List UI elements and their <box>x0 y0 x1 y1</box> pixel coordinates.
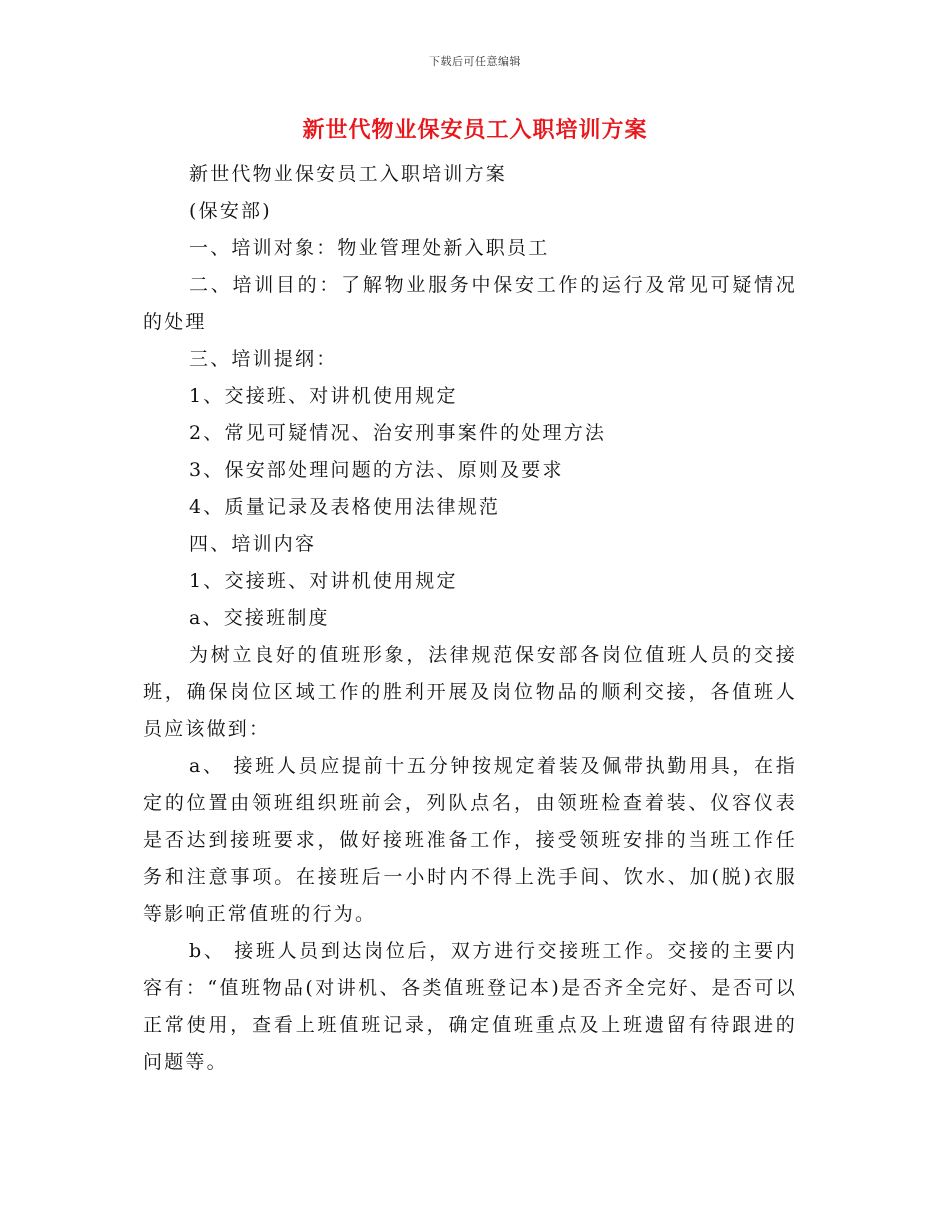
paragraph: (保安部) <box>189 200 272 222</box>
paragraph: 1、交接班、对讲机使用规定 <box>189 385 458 407</box>
paragraph: 新世代物业保安员工入职培训方案 <box>189 163 508 185</box>
paragraph: 4、质量记录及表格使用法律规范 <box>189 496 501 518</box>
paragraph: 为树立良好的值班形象，法律规范保安部各岗位值班人员的交接班，确保岗位区域工作的胜利开展及岗位物品的顺利交接，各值班人员应该做到： <box>143 644 797 740</box>
paragraph: 2、常见可疑情况、治安刑事案件的处理方法 <box>189 422 607 444</box>
document-title: 新世代物业保安员工入职培训方案 <box>302 117 648 143</box>
paragraph: 1、交接班、对讲机使用规定 <box>189 570 458 592</box>
paragraph: 3、保安部处理问题的方法、原则及要求 <box>189 459 564 481</box>
paragraph: 三、培训提纲： <box>189 348 338 370</box>
paragraph: 二、培训目的：了解物业服务中保安工作的运行及常见可疑情况的处理 <box>143 274 797 333</box>
paragraph: 一、培训对象：物业管理处新入职员工 <box>189 237 550 259</box>
paragraph: 四、培训内容 <box>189 533 317 555</box>
paragraph: a、交接班制度 <box>189 607 330 629</box>
page-header: 下载后可任意编辑 <box>429 55 521 68</box>
paragraph: a、 接班人员应提前十五分钟按规定着装及佩带执勤用具，在指定的位置由领班组织班前会，列队点名，由领班检查着装、仪容仪表是否达到接班要求，做好接班准备工作，接受领班安排的当班工作任务和注意事项。在接班后一小时内不得上洗手间、饮水、加(脱)衣服等影响正常值班的行为。 <box>143 755 797 925</box>
paragraph: b、 接班人员到达岗位后，双方进行交接班工作。交接的主要内容有：“值班物品(对讲机、各类值班登记本)是否齐全完好、是否可以正常使用，查看上班值班记录，确定值班重点及上班遗留有待跟进的问题等。 <box>143 940 797 1073</box>
document-body <box>143 156 797 1081</box>
